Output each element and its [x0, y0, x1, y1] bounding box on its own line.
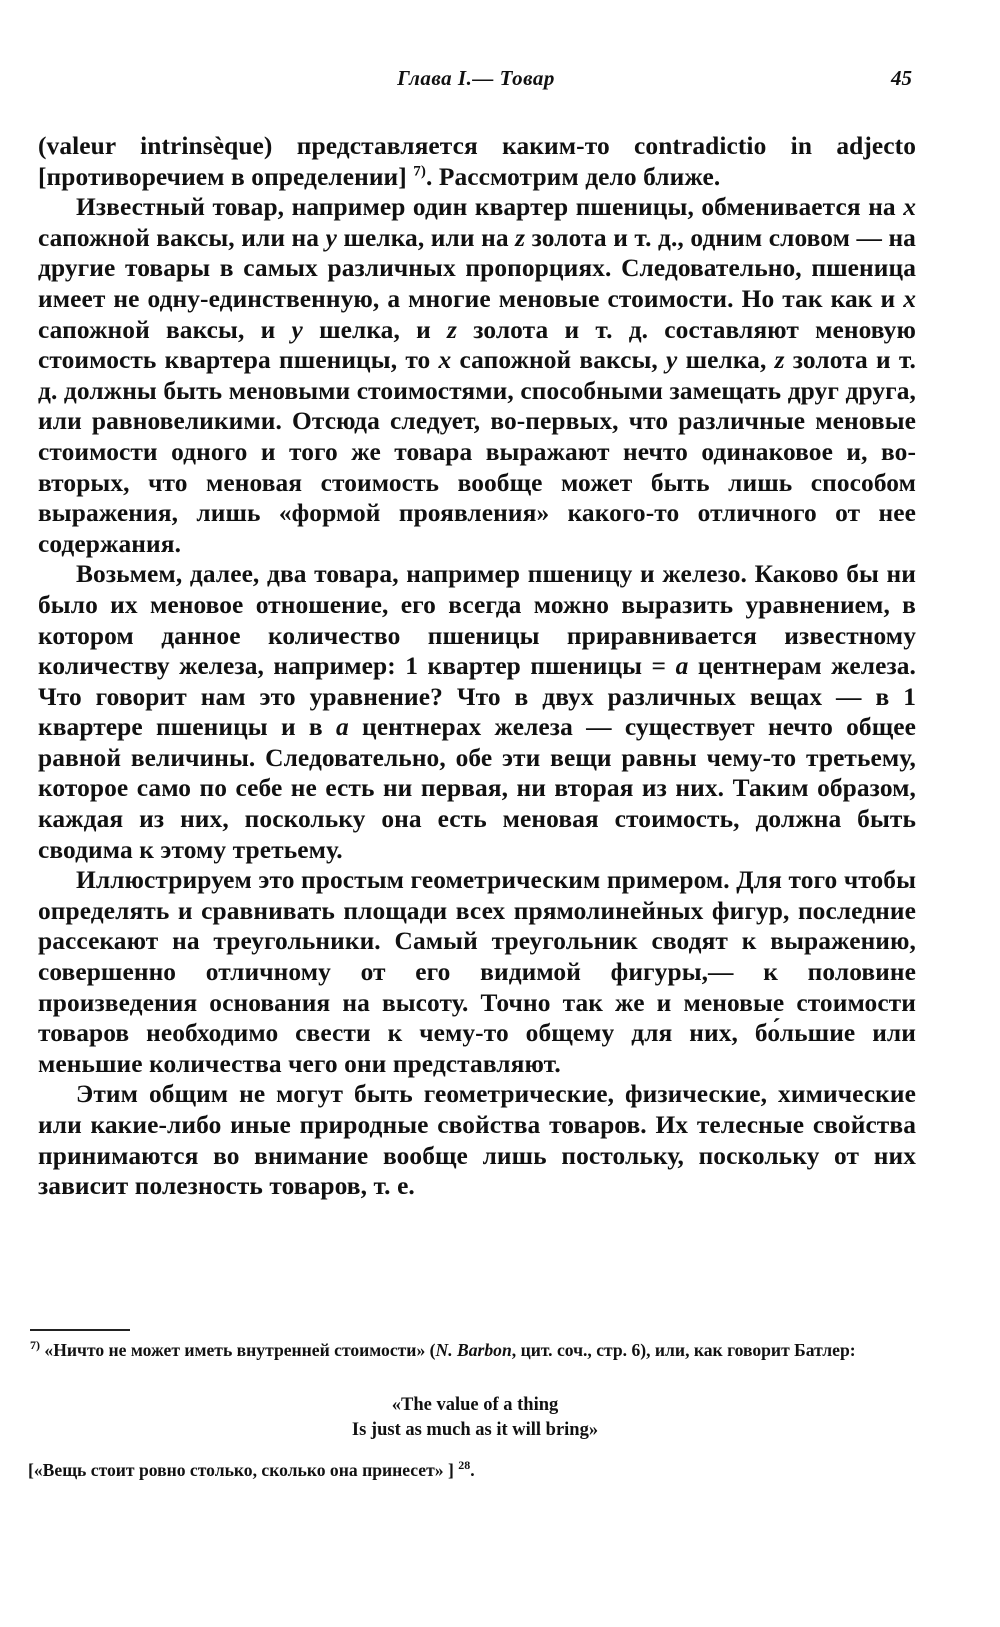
footnote-poem — [30, 1393, 920, 1443]
running-head — [40, 66, 912, 100]
poem-line-1: «The value of a thing — [391, 1395, 559, 1415]
paragraph-2-text: золота и т. д. должны быть меновыми стоимостями, способными замещать друг друга, или равновеликими. Отсюда следует, во-первых, что различные меновые стоимости одного и того же товара выражают нечто одинаковое и, во-вторых, что меновая стоимость вообще может быть лишь способом выражения, лишь «формой проявления» какого-то отличного от нее содержания. — [38, 346, 917, 558]
variable-y: y — [666, 346, 678, 375]
paragraph-5: Этим общим не могут быть геометрические, физические, химические или какие-либо иные природные свойства товаров. Их телесные свойства принимаются во внимание вообще лишь постольку, поскольку от них зависит полезность товаров, т. е. — [38, 1080, 916, 1201]
variable-y: y — [291, 315, 303, 344]
footnote-text-b: , цит. соч., стр. 6), или, как говорит Батлер: — [511, 1340, 856, 1360]
paragraph-3-text: центнерам железа. Что говорит нам это уравнение? Что в двух различных вещах — в 1 квартере пшеницы и в — [38, 652, 916, 742]
footnote-translation — [28, 1458, 918, 1482]
variable-z: z — [774, 346, 785, 375]
variable-z: z — [515, 223, 526, 252]
paragraph-1 — [38, 131, 916, 192]
paragraph-2-text: сапожной ваксы, — [451, 346, 667, 375]
poem-line-2: Is just as much as it will bring» — [351, 1420, 599, 1440]
paragraph-4: Иллюстрируем это простым геометрическим примером. Для того чтобы определять и сравнивать площади всех прямолинейных фигур, последние рассекают на треугольники. Самый треугольник сводят к выражению, совершенно отличному от его видимой фигуры,— к половине произведения основания на высоту. Точно так же и меновые стоимости товаров необходимо свести к чему-то общему для них, бо́льшие или меньшие количества чего они представляют. — [38, 866, 916, 1078]
variable-x: x — [903, 193, 916, 222]
footnote-author: N. Barbon — [435, 1340, 512, 1360]
paragraph-2-text: шелка, или на — [336, 223, 516, 252]
footnote-mark: 7) — [30, 1338, 40, 1353]
footnote — [30, 1338, 920, 1362]
translation-text: [«Вещь стоит ровно столько, сколько она принесет» ] — [28, 1460, 454, 1480]
paragraph-3-text: Возьмем, далее, два товара, например пшеницу и железо. Каково бы ни было их меновое отношение, его всегда можно выразить уравнением, в котором данное количество пшеницы приравнивается известному количеству железа, например: 1 квартер пшеницы = — [38, 560, 916, 681]
footnote-divider — [30, 1329, 130, 1331]
variable-a: a — [675, 652, 689, 681]
paragraph-2-text: золота и т. д., одним словом — на другие товары в самых различных пропорциях. Следовательно, пшеница имеет не одну-единственную, а многие меновые стоимости. Но так как и — [38, 223, 916, 313]
paragraph-2-text: шелка, и — [302, 315, 448, 344]
variable-a: a — [335, 713, 349, 742]
variable-x: x — [438, 346, 452, 375]
translation-end: . — [470, 1460, 475, 1480]
paragraph-2-text: Известный товар, например один квартер пшеницы, обменивается на — [76, 193, 904, 222]
variable-x: x — [903, 284, 916, 313]
footnote-reference: 7) — [413, 163, 426, 180]
paragraph-2-text: шелка, — [677, 346, 775, 375]
paragraph-3-text: центнерах железа — существует нечто общее равной величины. Следовательно, обе эти вещи равны чему-то третьему, которое само по себе не есть ни первая, ни вторая из них. Таким образом, каждая из них, поскольку она есть меновая стоимость, должна быть сводима к этому третьему. — [38, 713, 916, 864]
variable-z: z — [447, 315, 458, 344]
paragraph-2-text: золота и т. д. составляют меновую стоимость квартера пшеницы, то — [38, 315, 916, 375]
body-text — [38, 131, 916, 1202]
paragraph-1-text-b: . Рассмотрим дело ближе. — [426, 162, 721, 191]
variable-y: y — [325, 223, 337, 252]
paragraph-3 — [38, 559, 916, 865]
paragraph-2-text: сапожной ваксы, или на — [38, 223, 326, 252]
paragraph-2 — [38, 192, 916, 559]
paragraph-2-text: сапожной ваксы, и — [38, 315, 292, 344]
paragraph-1-text-a: (valeur intrinsèque) представляется каким-то contradictio in adjecto [противоречием в определении] — [38, 132, 916, 191]
chapter-title: Глава I.— Товар — [397, 66, 555, 90]
translation-reference: 28 — [458, 1458, 471, 1473]
page-number: 45 — [891, 66, 912, 90]
footnote-text-a: «Ничто не может иметь внутренней стоимости» ( — [40, 1340, 436, 1360]
